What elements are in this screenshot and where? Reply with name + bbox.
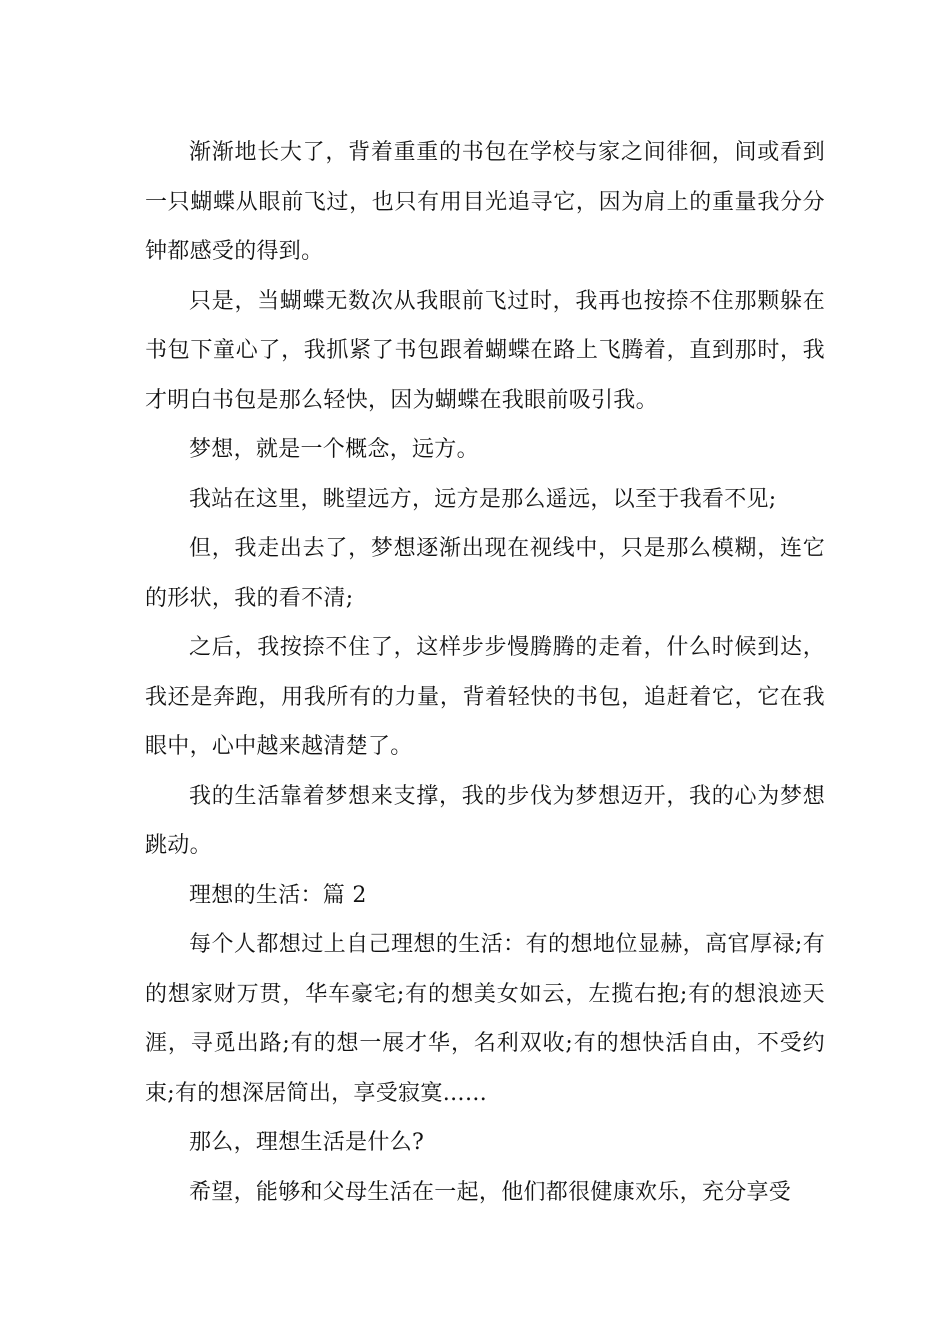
paragraph: 希望，能够和父母生活在一起，他们都很健康欢乐，充分享受 [189, 1179, 792, 1205]
section-heading: 理想的生活：篇 2 [189, 882, 367, 908]
paragraph: 每个人都想过上自己理想的生活：有的想地位显赫，高官厚禄;有的想家财万贯，华车豪宅;有的想美女如云，左揽右抱;有的想浪迹天涯，寻觅出路;有的想一展才华，名利双收;有的想快活自由，不受约束;有的想深居简出，享受寂寞…… [145, 932, 825, 1106]
paragraph: 只是，当蝴蝶无数次从我眼前飞过时，我再也按捺不住那颗躲在书包下童心了，我抓紧了书包跟着蝴蝶在路上飞腾着，直到那时，我才明白书包是那么轻快，因为蝴蝶在我眼前吸引我。 [145, 288, 825, 413]
paragraph: 之后，我按捺不住了，这样步步慢腾腾的走着，什么时候到达，我还是奔跑，用我所有的力量，背着轻快的书包，追赶着它，它在我眼中，心中越来越清楚了。 [145, 635, 825, 759]
paragraph: 但，我走出去了，梦想逐渐出现在视线中，只是那么模糊，连它的形状，我的看不清; [145, 536, 825, 611]
paragraph: 我站在这里，眺望远方，远方是那么遥远，以至于我看不见; [189, 486, 777, 512]
paragraph: 渐渐地长大了，背着重重的书包在学校与家之间徘徊，间或看到一只蝴蝶从眼前飞过，也只有用目光追寻它，因为肩上的重量我分分钟都感受的得到。 [145, 140, 825, 264]
paragraph: 那么，理想生活是什么? [189, 1130, 425, 1155]
document-body [145, 128, 825, 1217]
paragraph: 我的生活靠着梦想来支撑，我的步伐为梦想迈开，我的心为梦想跳动。 [145, 783, 825, 858]
paragraph: 梦想，就是一个概念，远方。 [189, 437, 479, 462]
